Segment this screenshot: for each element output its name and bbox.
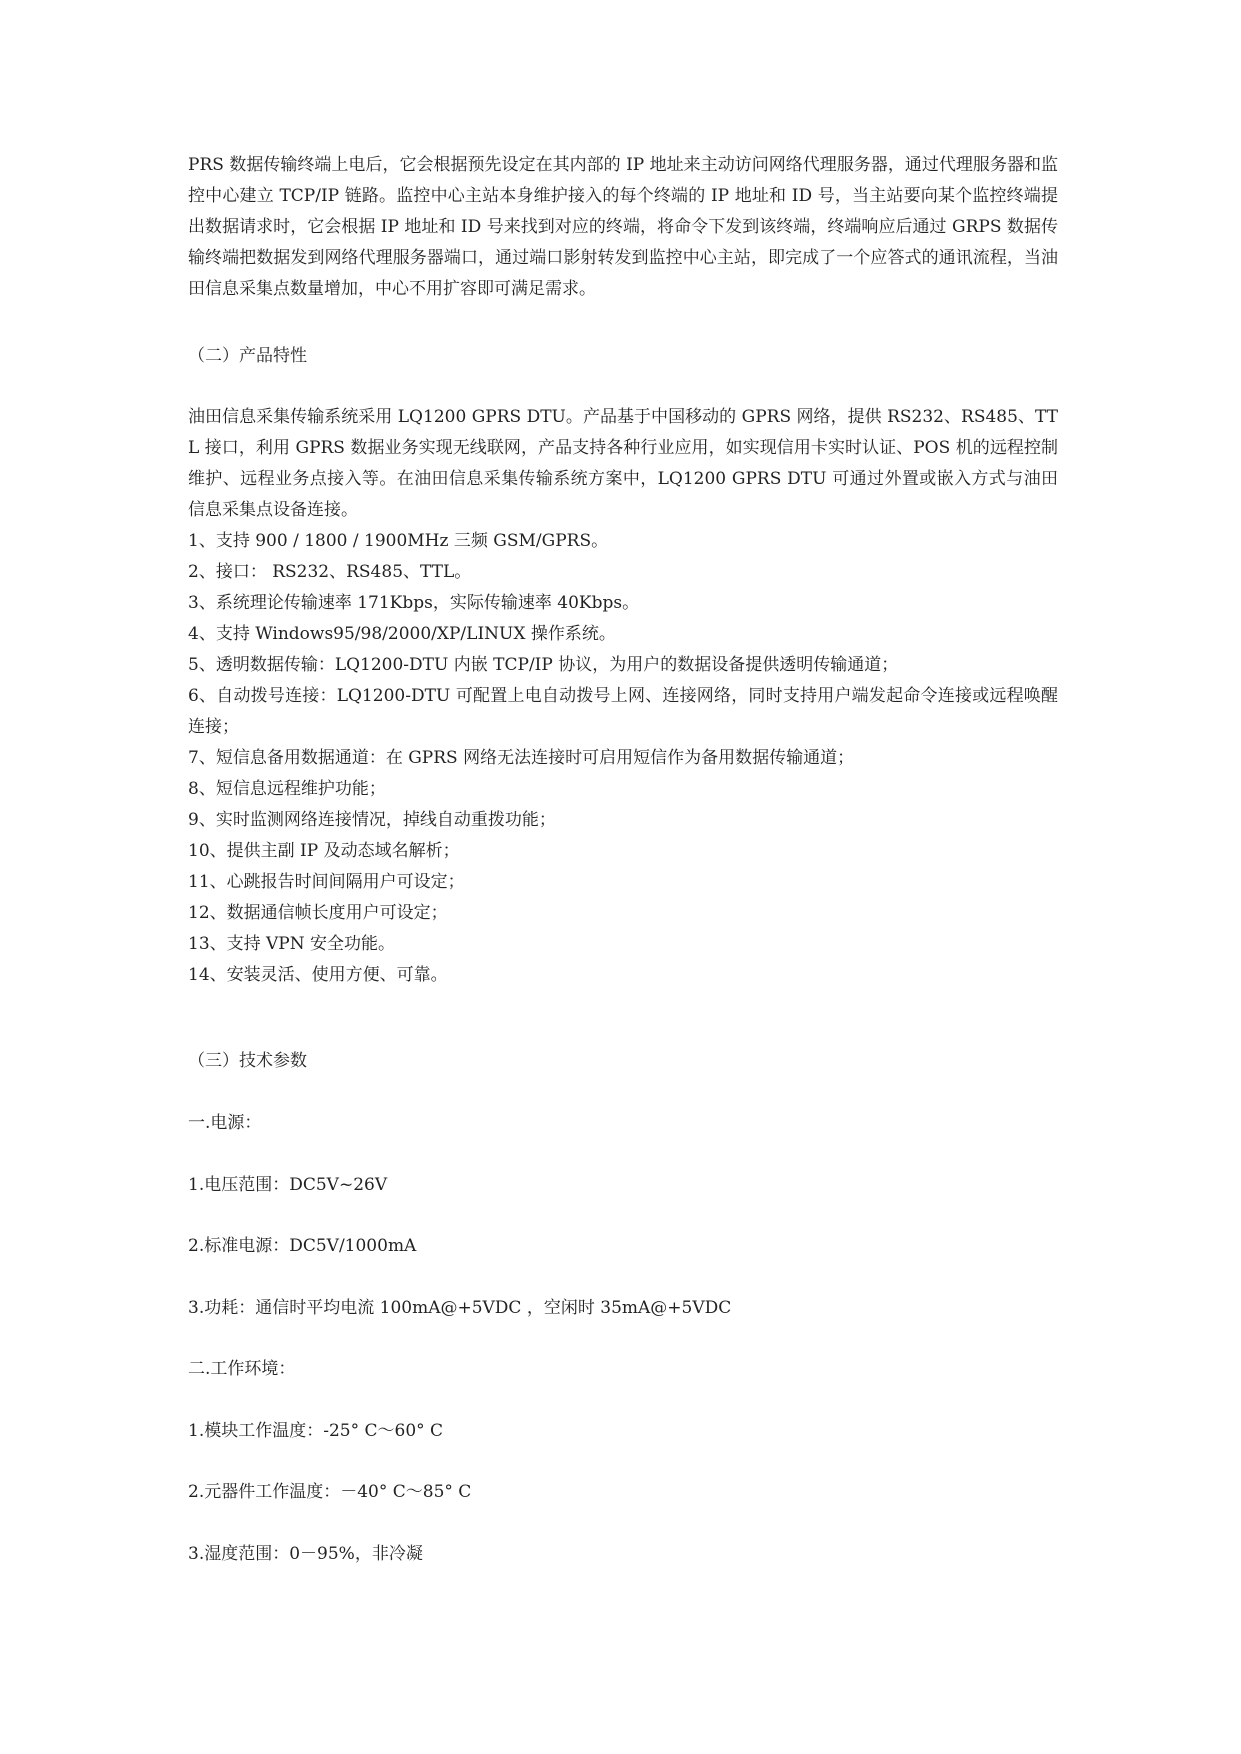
intro-paragraph: PRS 数据传输终端上电后，它会根据预先设定在其内部的 IP 地址来主动访问网络代理服务器，通过代理服务器和监控中心建立 TCP/IP 链路。监控中心主站本身维护接入的每个终端的 IP 地址和 ID 号，当主站要向某个监控终端提出数据请求时，它会根据 IP 地址和 ID 号来找到对应的终端，将命令下发到该终端，终端响应后通过 GRPS 数据传输终端把数据发到网络代理服务器端口，通过端口影射转发到监控中心主站，即完成了一个应答式的通讯流程，当油田信息采集点数量增加，中心不用扩容即可满足需求。: [188, 155, 1058, 299]
feature-item-10: 10、提供主副 IP 及动态域名解析；: [188, 841, 460, 861]
power-item-voltage: 1.电压范围：DC5V~26V: [188, 1175, 388, 1195]
product-features-paragraph: 油田信息采集传输系统采用 LQ1200 GPRS DTU。产品基于中国移动的 GPRS 网络，提供 RS232、RS485、TTL 接口，利用 GPRS 数据业务实现无线联网，产品支持各种行业应用，如实现信用卡实时认证、POS 机的远程控制维护、远程业务点接入等。在油田信息采集传输系统方案中，LQ1200 GPRS DTU 可通过外置或嵌入方式与油田信息采集点设备连接。: [188, 407, 1058, 520]
feature-item-3: 3、系统理论传输速率 171Kbps，实际传输速率 40Kbps。: [188, 593, 640, 613]
feature-item-6: 6、自动拨号连接：LQ1200-DTU 可配置上电自动拨号上网、连接网络，同时支持用户端发起命令连接或远程唤醒连接；: [188, 686, 1058, 737]
section-heading-tech-params: （三）技术参数: [188, 1051, 307, 1071]
feature-item-2: 2、接口： RS232、RS485、TTL。: [188, 562, 472, 582]
feature-item-11: 11、心跳报告时间间隔用户可设定；: [188, 872, 465, 892]
feature-item-1: 1、支持 900 / 1800 / 1900MHz 三频 GSM/GPRS。: [188, 531, 609, 551]
env-item-component-temp: 2.元器件工作温度：－40° C～85° C: [188, 1482, 472, 1502]
feature-item-9: 9、实时监测网络连接情况，掉线自动重拨功能；: [188, 810, 556, 830]
power-item-consumption: 3.功耗：通信时平均电流 100mA@+5VDC ，空闲时 35mA@+5VDC: [188, 1298, 732, 1318]
env-item-humidity: 3.湿度范围：0－95%，非冷凝: [188, 1544, 423, 1564]
feature-item-7: 7、短信息备用数据通道：在 GPRS 网络无法连接时可启用短信作为备用数据传输通道；: [188, 748, 855, 768]
feature-item-13: 13、支持 VPN 安全功能。: [188, 934, 396, 954]
subsection-heading-power: 一.电源：: [188, 1113, 262, 1133]
power-item-standard: 2.标准电源：DC5V/1000mA: [188, 1236, 417, 1256]
subsection-heading-environment: 二.工作环境：: [188, 1359, 296, 1379]
feature-item-14: 14、安装灵活、使用方便、可靠。: [188, 965, 448, 985]
feature-item-8: 8、短信息远程维护功能；: [188, 779, 386, 799]
section-heading-product-features: （二）产品特性: [188, 346, 307, 366]
env-item-module-temp: 1.模块工作温度：-25° C～60° C: [188, 1421, 444, 1441]
feature-item-12: 12、数据通信帧长度用户可设定；: [188, 903, 448, 923]
feature-item-5: 5、透明数据传输：LQ1200-DTU 内嵌 TCP/IP 协议，为用户的数据设备提供透明传输通道；: [188, 655, 899, 675]
feature-item-4: 4、支持 Windows95/98/2000/XP/LINUX 操作系统。: [188, 624, 616, 644]
